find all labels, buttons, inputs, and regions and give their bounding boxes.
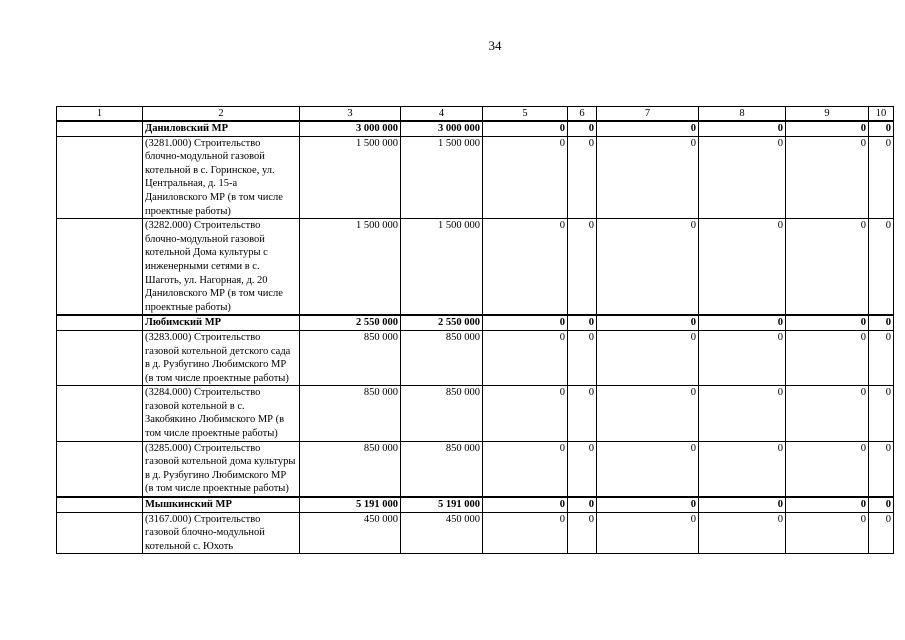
cell-col-4: 850 000 <box>401 386 483 441</box>
cell-col-7: 0 <box>597 386 699 441</box>
cell-col-9: 0 <box>786 315 869 330</box>
cell-col-3: 3 000 000 <box>300 121 401 136</box>
cell-col-8: 0 <box>699 219 786 316</box>
empty-cell <box>57 136 143 219</box>
cell-col-4: 5 191 000 <box>401 497 483 512</box>
district-total-row <box>57 121 894 136</box>
project-row <box>57 512 894 554</box>
project-name: (3283.000) Строительство газовой котельной детского сада в д. Рузбугино Любимского МР (в том числе проектные работы) <box>143 330 300 385</box>
column-header: 5 <box>483 107 568 122</box>
cell-col-10: 0 <box>869 136 894 219</box>
cell-col-7: 0 <box>597 121 699 136</box>
district-name: Мышкинский МР <box>143 497 300 512</box>
empty-cell <box>57 386 143 441</box>
district-total-row <box>57 315 894 330</box>
cell-col-10: 0 <box>869 330 894 385</box>
cell-col-9: 0 <box>786 441 869 497</box>
cell-col-6: 0 <box>568 121 597 136</box>
empty-cell <box>57 330 143 385</box>
cell-col-4: 850 000 <box>401 441 483 497</box>
district-name: Любимский МР <box>143 315 300 330</box>
cell-col-10: 0 <box>869 386 894 441</box>
page-number: 34 <box>488 38 502 53</box>
cell-col-3: 850 000 <box>300 441 401 497</box>
cell-col-5: 0 <box>483 121 568 136</box>
cell-col-9: 0 <box>786 330 869 385</box>
cell-col-6: 0 <box>568 219 597 316</box>
cell-col-7: 0 <box>597 441 699 497</box>
project-name: (3167.000) Строительство газовой блочно-модульной котельной с. Юхоть <box>143 512 300 554</box>
cell-col-8: 0 <box>699 512 786 554</box>
empty-cell <box>57 219 143 316</box>
project-name: (3281.000) Строительство блочно-модульной газовой котельной в с. Горинское, ул. Центральная, д. 15-а Даниловского МР (в том числе проектные работы) <box>143 136 300 219</box>
cell-col-3: 450 000 <box>300 512 401 554</box>
column-header: 2 <box>143 107 300 122</box>
cell-col-7: 0 <box>597 219 699 316</box>
cell-col-7: 0 <box>597 330 699 385</box>
cell-col-9: 0 <box>786 121 869 136</box>
project-row <box>57 441 894 497</box>
column-header: 4 <box>401 107 483 122</box>
cell-col-5: 0 <box>483 512 568 554</box>
cell-col-7: 0 <box>597 315 699 330</box>
cell-col-10: 0 <box>869 441 894 497</box>
cell-col-9: 0 <box>786 497 869 512</box>
cell-col-8: 0 <box>699 386 786 441</box>
cell-col-3: 2 550 000 <box>300 315 401 330</box>
cell-col-7: 0 <box>597 497 699 512</box>
project-name: (3285.000) Строительство газовой котельной дома культуры в д. Рузбугино Любимского МР (в том числе проектные работы) <box>143 441 300 497</box>
cell-col-3: 1 500 000 <box>300 136 401 219</box>
column-header: 3 <box>300 107 401 122</box>
district-total-row <box>57 497 894 512</box>
project-row <box>57 219 894 316</box>
cell-col-5: 0 <box>483 441 568 497</box>
cell-col-9: 0 <box>786 386 869 441</box>
cell-col-5: 0 <box>483 386 568 441</box>
project-name: (3284.000) Строительство газовой котельной в с. Закобякино Любимского МР (в том числе проектные работы) <box>143 386 300 441</box>
cell-col-3: 850 000 <box>300 386 401 441</box>
cell-col-10: 0 <box>869 219 894 316</box>
cell-col-8: 0 <box>699 121 786 136</box>
cell-col-4: 3 000 000 <box>401 121 483 136</box>
empty-cell <box>57 441 143 497</box>
cell-col-4: 850 000 <box>401 330 483 385</box>
cell-col-10: 0 <box>869 512 894 554</box>
budget-table <box>56 106 894 554</box>
column-header: 10 <box>869 107 894 122</box>
column-number-row <box>57 107 894 122</box>
cell-col-3: 5 191 000 <box>300 497 401 512</box>
cell-col-9: 0 <box>786 512 869 554</box>
cell-col-6: 0 <box>568 330 597 385</box>
empty-cell <box>57 497 143 512</box>
cell-col-8: 0 <box>699 497 786 512</box>
cell-col-7: 0 <box>597 136 699 219</box>
cell-col-10: 0 <box>869 121 894 136</box>
column-header: 9 <box>786 107 869 122</box>
cell-col-5: 0 <box>483 315 568 330</box>
column-header: 8 <box>699 107 786 122</box>
cell-col-5: 0 <box>483 330 568 385</box>
empty-cell <box>57 315 143 330</box>
cell-col-6: 0 <box>568 441 597 497</box>
cell-col-6: 0 <box>568 315 597 330</box>
cell-col-5: 0 <box>483 136 568 219</box>
cell-col-6: 0 <box>568 136 597 219</box>
cell-col-4: 450 000 <box>401 512 483 554</box>
cell-col-3: 1 500 000 <box>300 219 401 316</box>
cell-col-9: 0 <box>786 219 869 316</box>
cell-col-5: 0 <box>483 219 568 316</box>
cell-col-8: 0 <box>699 441 786 497</box>
empty-cell <box>57 121 143 136</box>
cell-col-4: 2 550 000 <box>401 315 483 330</box>
cell-col-10: 0 <box>869 315 894 330</box>
project-row <box>57 386 894 441</box>
cell-col-6: 0 <box>568 386 597 441</box>
cell-col-7: 0 <box>597 512 699 554</box>
cell-col-6: 0 <box>568 512 597 554</box>
column-header: 6 <box>568 107 597 122</box>
cell-col-4: 1 500 000 <box>401 219 483 316</box>
cell-col-4: 1 500 000 <box>401 136 483 219</box>
cell-col-3: 850 000 <box>300 330 401 385</box>
column-header: 7 <box>597 107 699 122</box>
district-name: Даниловский МР <box>143 121 300 136</box>
cell-col-8: 0 <box>699 330 786 385</box>
project-row <box>57 330 894 385</box>
cell-col-9: 0 <box>786 136 869 219</box>
cell-col-8: 0 <box>699 315 786 330</box>
column-header: 1 <box>57 107 143 122</box>
project-name: (3282.000) Строительство блочно-модульной газовой котельной Дома культуры с инженерными сетями в с. Шаготь, ул. Нагорная, д. 20 Даниловского МР (в том числе проектные работы) <box>143 219 300 316</box>
cell-col-10: 0 <box>869 497 894 512</box>
cell-col-5: 0 <box>483 497 568 512</box>
project-row <box>57 136 894 219</box>
empty-cell <box>57 512 143 554</box>
cell-col-6: 0 <box>568 497 597 512</box>
cell-col-8: 0 <box>699 136 786 219</box>
